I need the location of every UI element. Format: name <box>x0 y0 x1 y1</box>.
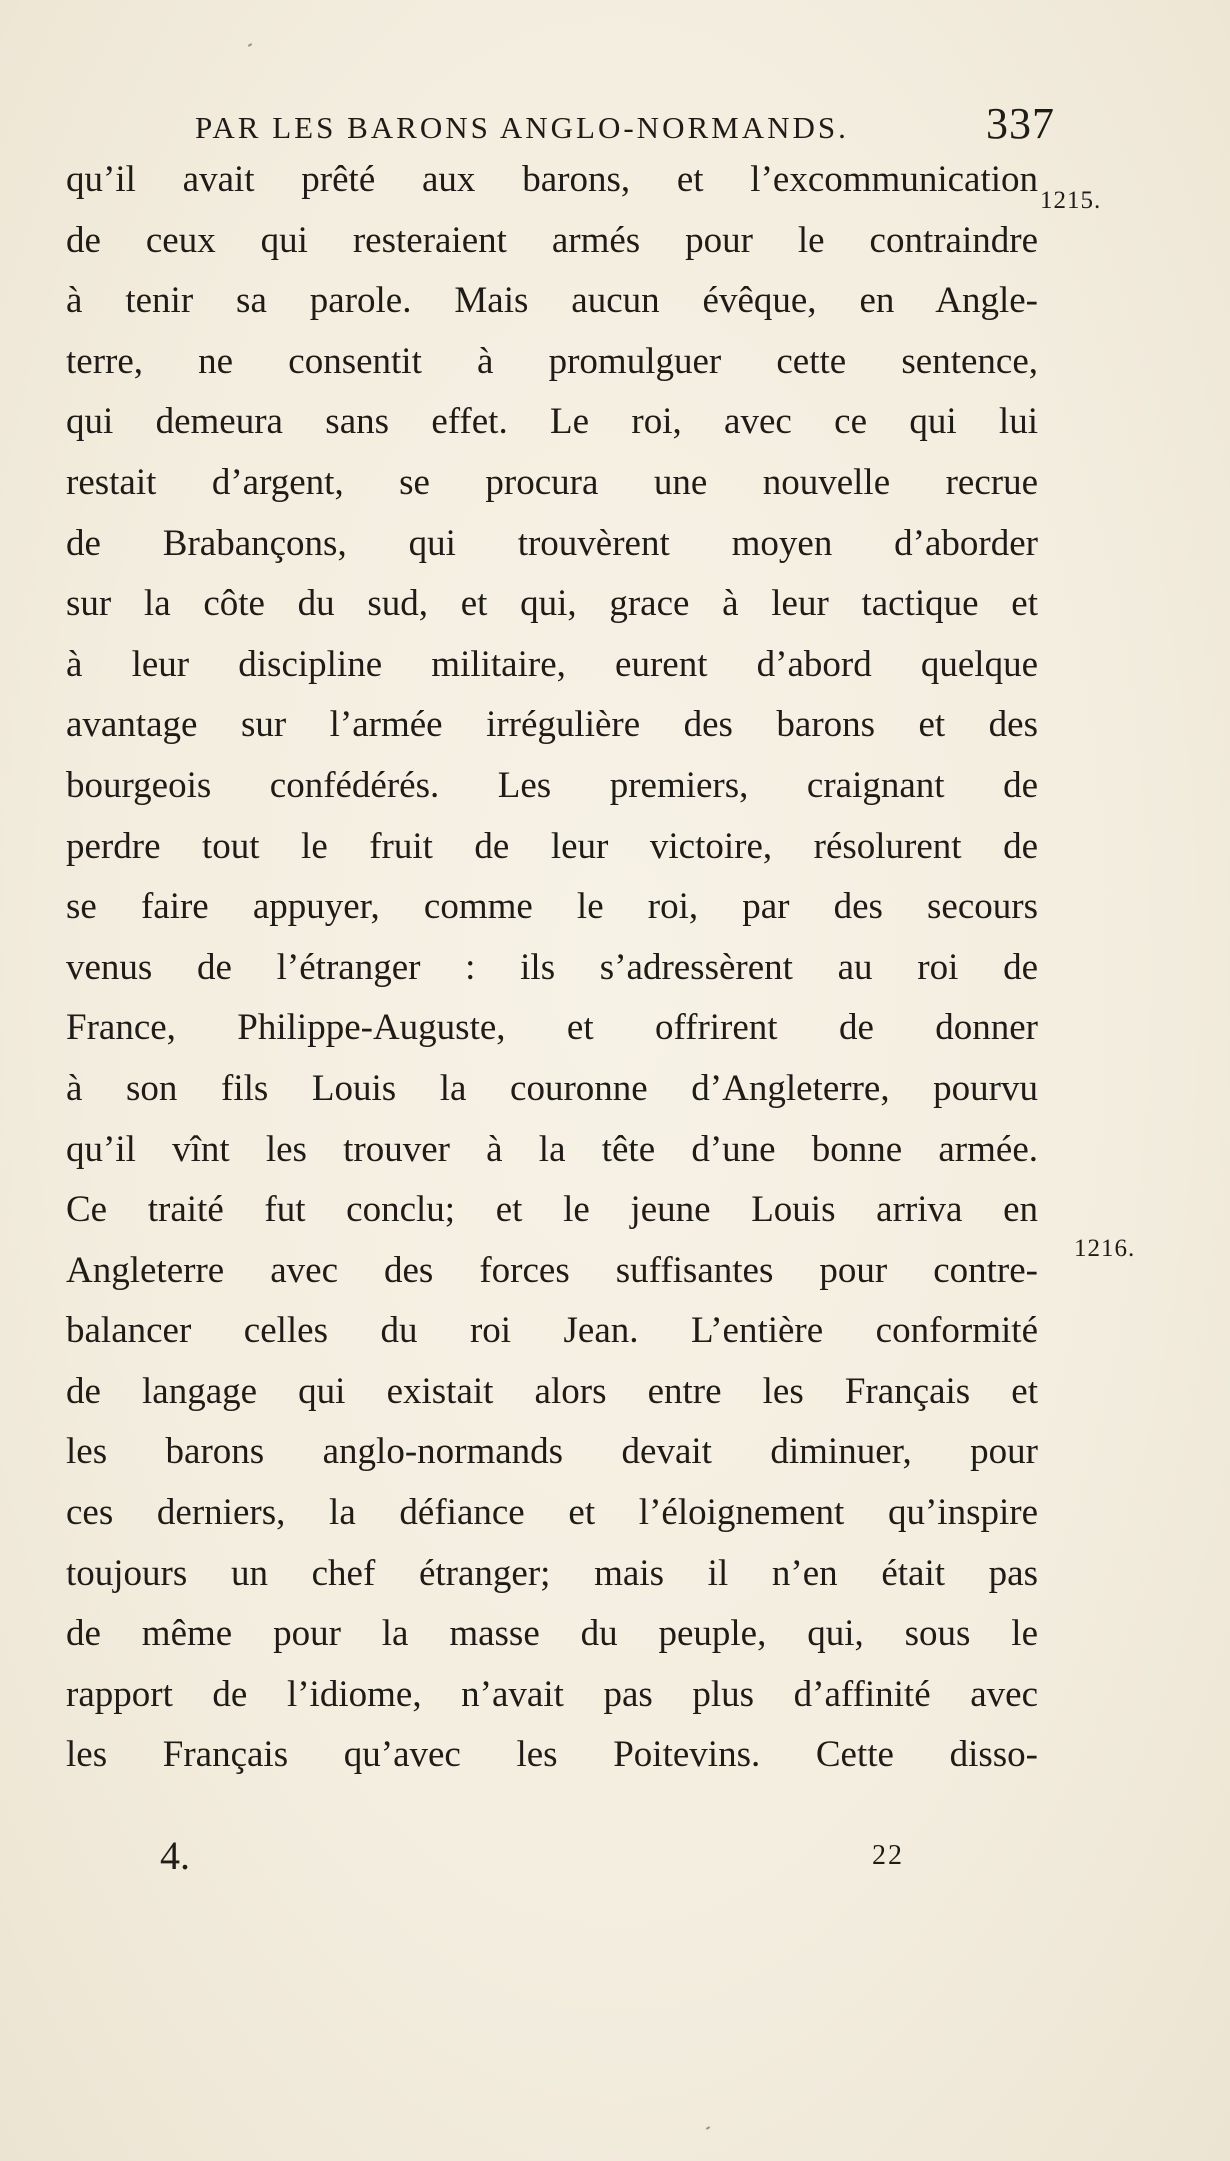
text-line: sur la côte du sud, et qui, grace à leur tactique et <box>66 583 1038 625</box>
text-line: à son fils Louis la couronne d’Angleterre, pourvu <box>66 1067 1038 1109</box>
text-line: Angleterre avec des forces suffisantes pour contre- <box>66 1249 1038 1291</box>
text-line: à leur discipline militaire, eurent d’abord quelque <box>66 643 1038 685</box>
margin-date: 1216. <box>1074 1235 1136 1262</box>
text-line: de même pour la masse du peuple, qui, sous le <box>66 1613 1038 1655</box>
text-line: de ceux qui resteraient armés pour le contraindre <box>66 219 1038 261</box>
text-line: perdre tout le fruit de leur victoire, résolurent de <box>66 825 1038 867</box>
page-number: 337 <box>986 99 1055 148</box>
paper-speck <box>248 43 252 47</box>
text-line: venus de l’étranger : ils s’adressèrent au roi de <box>66 946 1038 988</box>
text-line: France, Philippe-Auguste, et offrirent de donner <box>66 1007 1038 1049</box>
text-line: à tenir sa parole. Mais aucun évêque, en Angle- <box>66 280 1038 322</box>
sheet-number: 22 <box>872 1840 904 1871</box>
text-line: ces derniers, la défiance et l’éloignement qu’inspire <box>66 1492 1038 1534</box>
text-line: restait d’argent, se procura une nouvelle recrue <box>66 461 1038 503</box>
running-title: PAR LES BARONS ANGLO-NORMANDS. <box>195 110 849 145</box>
text-line: les Français qu’avec les Poitevins. Cette disso- <box>66 1734 1038 1776</box>
text-line: bourgeois confédérés. Les premiers, craignant de <box>66 764 1038 806</box>
text-line: qui demeura sans effet. Le roi, avec ce qui lui <box>66 401 1038 443</box>
volume-signature: 4. <box>160 1833 190 1878</box>
text-line: avantage sur l’armée irrégulière des barons et des <box>66 704 1038 746</box>
body-text <box>66 150 1038 1786</box>
text-line: les barons anglo-normands devait diminuer, pour <box>66 1431 1038 1473</box>
text-line: toujours un chef étranger; mais il n’en était pas <box>66 1552 1038 1594</box>
text-line: se faire appuyer, comme le roi, par des secours <box>66 886 1038 928</box>
text-line: de langage qui existait alors entre les Français et <box>66 1370 1038 1412</box>
text-line: Ce traité fut conclu; et le jeune Louis arriva en <box>66 1189 1038 1231</box>
margin-date: 1215. <box>1040 187 1102 214</box>
text-line: rapport de l’idiome, n’avait pas plus d’affinité avec <box>66 1673 1038 1715</box>
text-line: terre, ne consentit à promulguer cette sentence, <box>66 340 1038 382</box>
text-line: balancer celles du roi Jean. L’entière conformité <box>66 1310 1038 1352</box>
text-line: de Brabançons, qui trouvèrent moyen d’aborder <box>66 522 1038 564</box>
paper-speck <box>706 2126 710 2130</box>
text-line: qu’il vînt les trouver à la tête d’une bonne armée. <box>66 1128 1038 1170</box>
text-line: qu’il avait prêté aux barons, et l’excommunication <box>66 159 1038 200</box>
